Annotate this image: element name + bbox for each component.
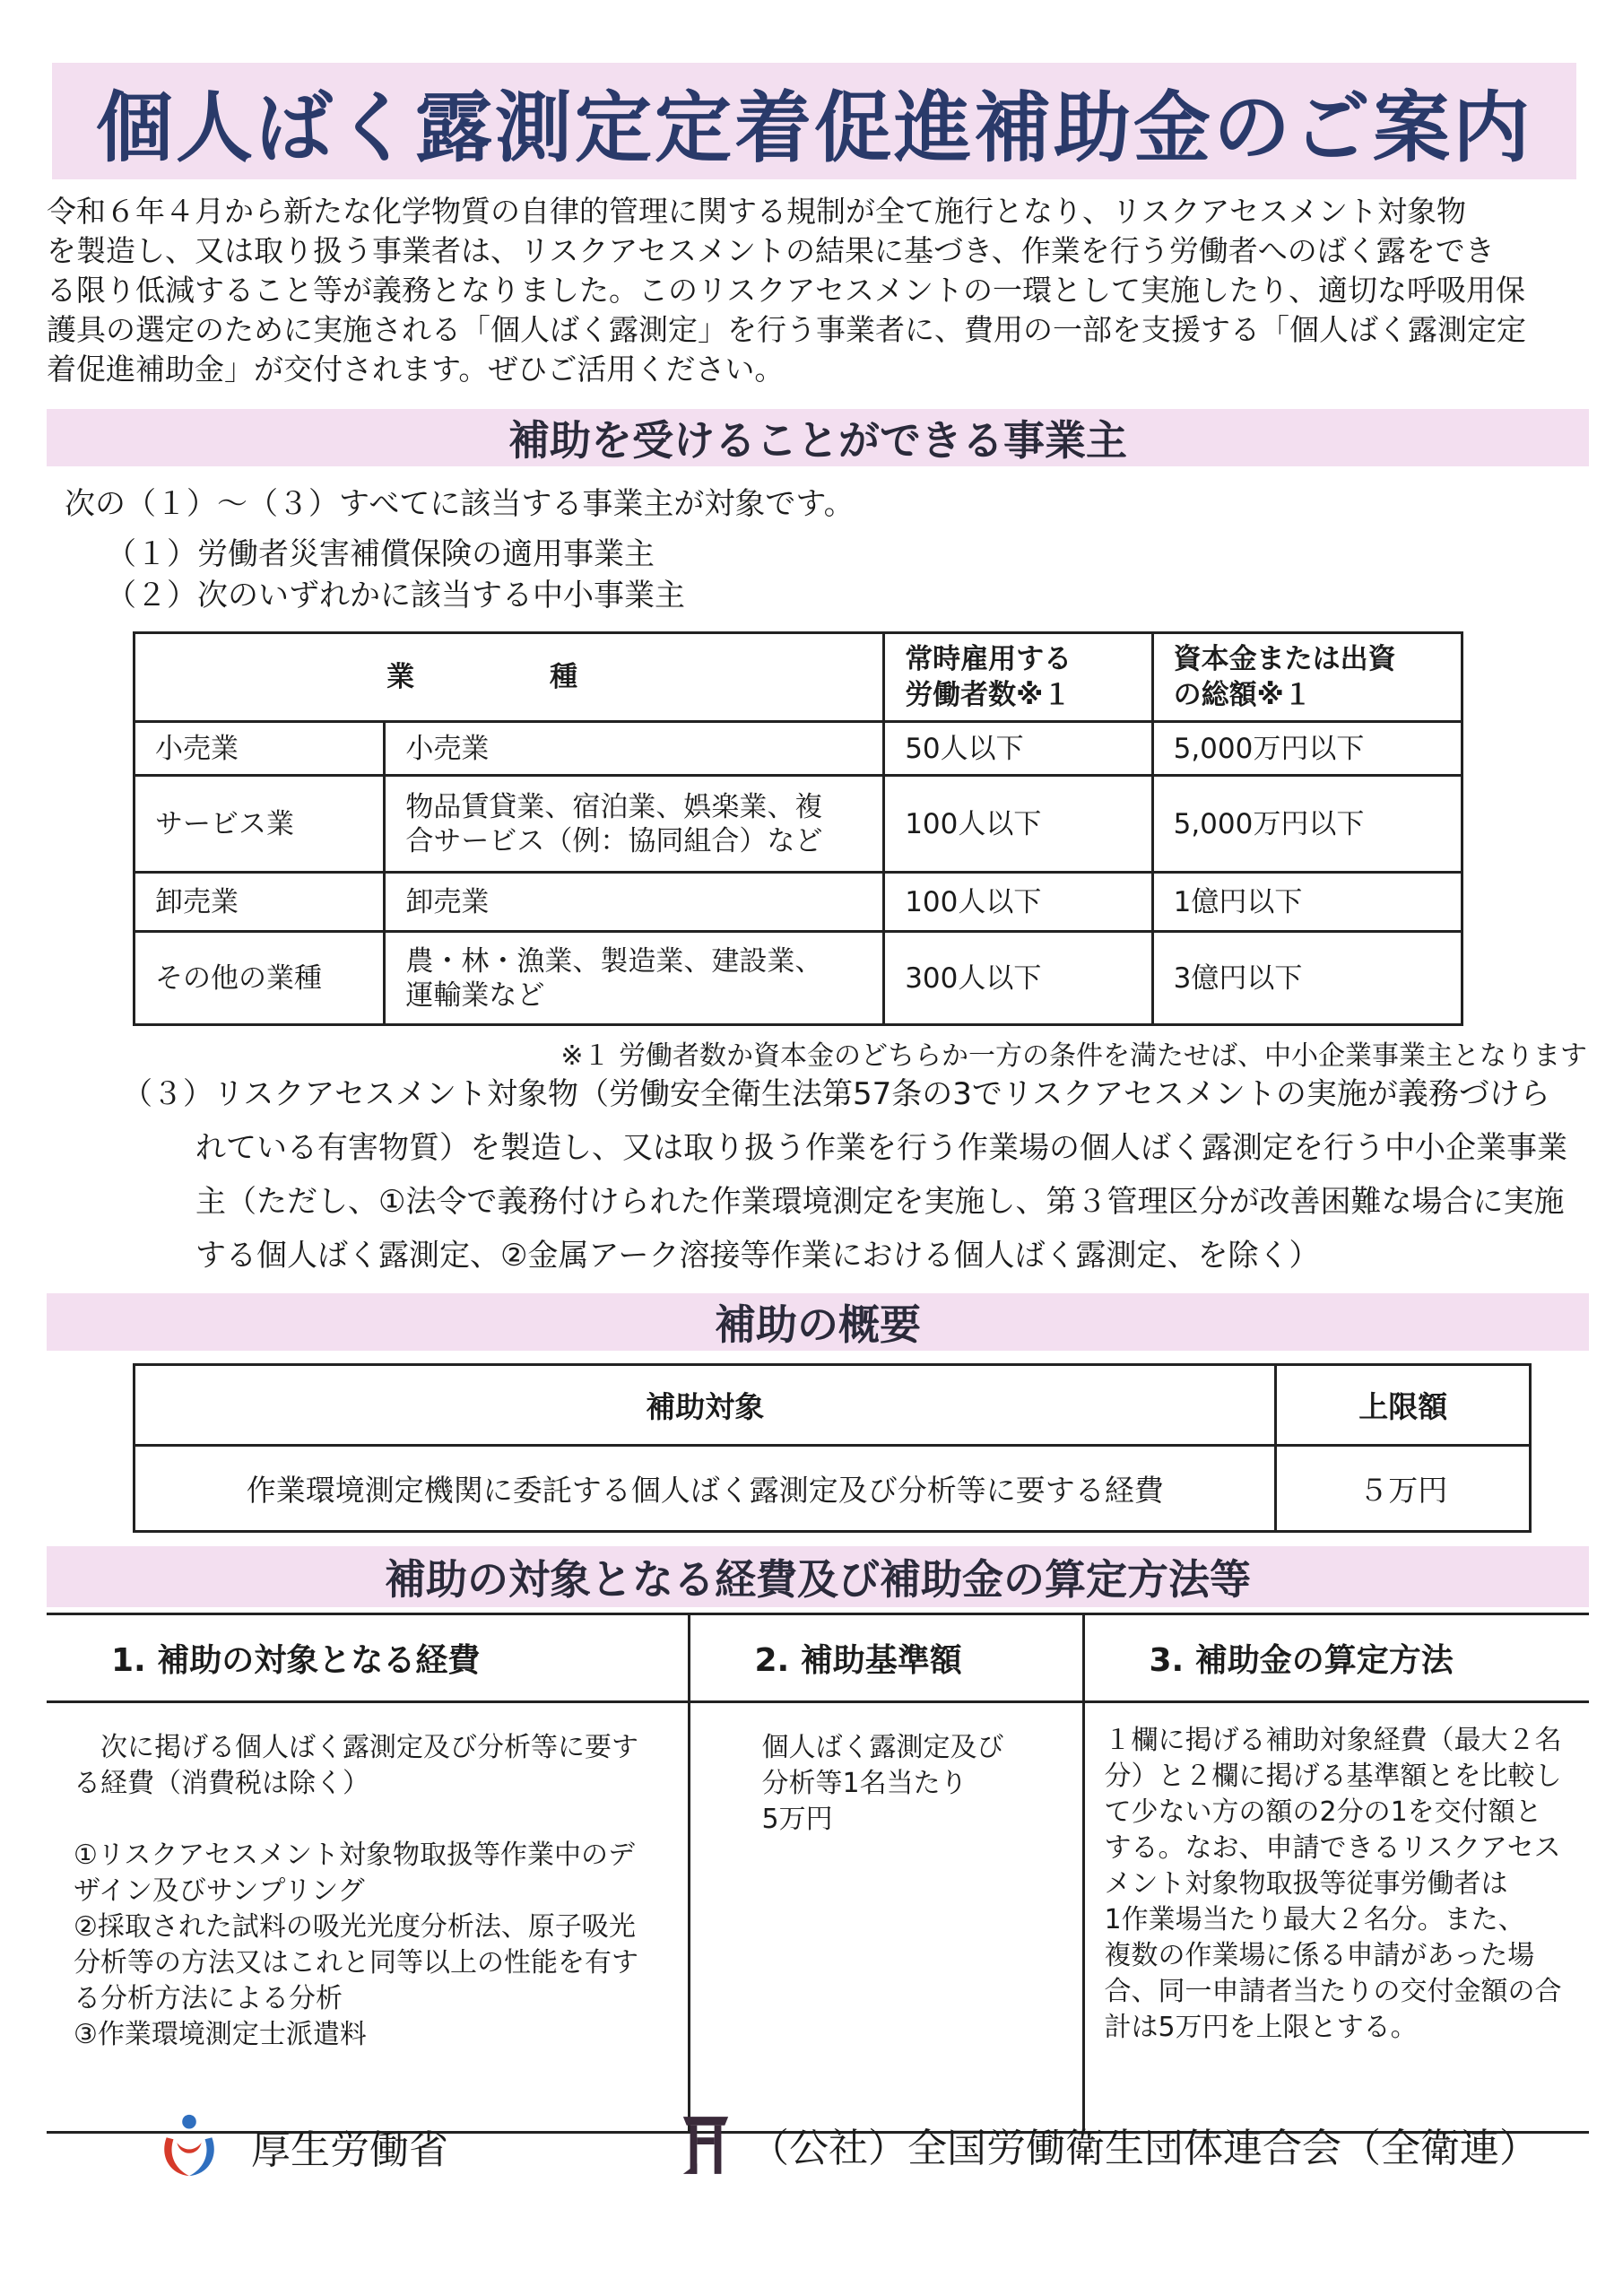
text-line: る経費（消費税は除く）: [74, 1768, 369, 1799]
title-band: [52, 63, 1576, 179]
industry-subtype-line: 運輸業など: [405, 978, 545, 1012]
text-line: 合、同一申請者当たりの交付金額の合: [1104, 1976, 1562, 2007]
text-line: ③作業環境測定士派遣料: [74, 2019, 367, 2050]
condition-3-line: （３）リスクアセスメント対象物（労働安全衛生法第57条の3でリスクアセスメントの実施が義務づけら: [122, 1076, 1550, 1112]
intro-line: る限り低減すること等が義務となりました。このリスクアセスメントの一環として実施したり、適切な呼吸用保: [47, 273, 1526, 308]
header-calc-method: 3. 補助金の算定方法: [1083, 1614, 1589, 1702]
header-limit: 上限額: [1276, 1365, 1531, 1446]
industry-category: 卸売業: [135, 873, 385, 932]
condition-3: [122, 1067, 1589, 1283]
calc-heading: 補助の対象となる経費及び補助金の算定方法等: [385, 1555, 1251, 1604]
text-line: [74, 1802, 664, 1838]
header-capital: [1152, 633, 1462, 722]
table-row: [135, 776, 1462, 873]
calc-section-header: [47, 1546, 1589, 1607]
industry-category: サービス業: [135, 776, 385, 873]
subsidy-target: 作業環境測定機関に委託する個人ばく露測定及び分析等に要する経費: [135, 1446, 1276, 1532]
industry-subtype: [385, 776, 884, 873]
ministry-credit: [154, 2111, 448, 2181]
subsidy-limit: ５万円: [1276, 1446, 1531, 1532]
text-line: 次に掲げる個人ばく露測定及び分析等に要す: [74, 1732, 638, 1763]
text-line: 分）と２欄に掲げる基準額とを比較し: [1104, 1761, 1562, 1792]
association-credit: [680, 2111, 1539, 2178]
header-capital-line: の総額※１: [1173, 679, 1312, 711]
text-line: メント対象物取扱等従事労働者は: [1104, 1868, 1508, 1900]
text-line: る分析方法による分析: [74, 1983, 343, 2014]
overview-table: [133, 1363, 1532, 1533]
table-row: [135, 873, 1462, 932]
overview-section-header: [47, 1293, 1589, 1351]
mhlw-logo-icon: [154, 2111, 224, 2181]
text-line: 1作業場当たり最大２名分。また、: [1104, 1904, 1525, 1935]
condition-1: （１）労働者災害補償保険の適用事業主: [106, 536, 655, 572]
industry-category: 小売業: [135, 722, 385, 776]
industry-subtype: [385, 932, 884, 1025]
text-line: ザイン及びサンプリング: [74, 1875, 365, 1907]
association-name: （公社）全国労働衛生団体連合会（全衛連）: [750, 2126, 1539, 2171]
header-base-amount: 2. 補助基準額: [689, 1614, 1083, 1702]
page-title: 個人ばく露測定定着促進補助金のご案内: [96, 83, 1532, 173]
text-line: 複数の作業場に係る申請があった場: [1104, 1940, 1535, 1971]
capital-limit: 5,000万円以下: [1152, 722, 1462, 776]
header-workers-line: 常時雇用する: [905, 643, 1072, 675]
header-target: 補助対象: [135, 1365, 1276, 1446]
workers-limit: 100人以下: [884, 873, 1152, 932]
header-industry: 業 種: [135, 633, 884, 722]
table-row: [135, 1446, 1531, 1532]
workers-limit: 300人以下: [884, 932, 1152, 1025]
capital-limit: 3億円以下: [1152, 932, 1462, 1025]
text-line: て少ない方の額の2分の1を交付額と: [1104, 1796, 1542, 1828]
table-row: [135, 722, 1462, 776]
eligible-costs-cell: [47, 1702, 689, 2133]
ministry-name: 厚生労働省: [251, 2127, 448, 2173]
condition-3-line: する個人ばく露測定、②金属アーク溶接等作業における個人ばく露測定、を除く）: [195, 1238, 1320, 1274]
text-line: １欄に掲げる補助対象経費（最大２名: [1104, 1725, 1562, 1756]
eligible-section-header: [47, 409, 1589, 466]
industry-subtype-line: 農・林・漁業、製造業、建設業、: [405, 944, 823, 978]
base-amount-cell: [689, 1702, 1083, 2133]
calc-method-cell: [1083, 1702, 1589, 2133]
text-line: 分析等1名当たり: [761, 1768, 968, 1799]
intro-line: 着促進補助金」が交付されます。ぜひご活用ください。: [47, 352, 785, 387]
calc-table: [47, 1613, 1589, 2134]
table-row: [47, 1702, 1589, 2133]
industry-subtype-line: 物品賃貸業、宿泊業、娯楽業、複: [405, 790, 823, 823]
text-line: ②採取された試料の吸光光度分析法、原子吸光: [74, 1911, 636, 1943]
condition-3-line: れている有害物質）を製造し、又は取り扱う作業を行う作業場の個人ばく露測定を行う中小企業事業: [195, 1130, 1567, 1166]
table-row: [135, 932, 1462, 1025]
intro-paragraph: [47, 192, 1589, 389]
industry-subtype: 小売業: [385, 722, 884, 776]
intro-line: を製造し、又は取り扱う事業者は、リスクアセスメントの結果に基づき、作業を行う労働者へのばく露をでき: [47, 233, 1495, 268]
condition-2: （２）次のいずれかに該当する中小事業主: [106, 578, 685, 613]
industry-subtype: 卸売業: [385, 873, 884, 932]
overview-heading: 補助の概要: [715, 1300, 921, 1349]
header-workers: [884, 633, 1152, 722]
text-line: 計は5万円を上限とする。: [1104, 2012, 1418, 2043]
text-line: する。なお、申請できるリスクアセス: [1104, 1832, 1561, 1864]
sme-criteria-table: [133, 631, 1463, 1026]
industry-subtype-line: 合サービス（例：協同組合）など: [405, 824, 823, 857]
text-line: 個人ばく露測定及び: [761, 1732, 1004, 1763]
footnote: ※１ 労働者数か資本金のどちらか一方の条件を満たせば、中小企業事業主となります: [560, 1040, 1587, 1072]
workers-limit: 50人以下: [884, 722, 1152, 776]
header-capital-line: 資本金または出資: [1173, 643, 1396, 675]
eligible-lead: 次の（１）～（３）すべてに該当する事業主が対象です。: [65, 486, 855, 522]
industry-category: その他の業種: [135, 932, 385, 1025]
association-logo-icon: [680, 2111, 732, 2178]
header-eligible-costs: 1. 補助の対象となる経費: [47, 1614, 689, 1702]
text-line: 5万円: [761, 1804, 833, 1835]
text-line: ①リスクアセスメント対象物取扱等作業中のデ: [74, 1839, 635, 1871]
capital-limit: 1億円以下: [1152, 873, 1462, 932]
text-line: 分析等の方法又はこれと同等以上の性能を有す: [74, 1947, 638, 1979]
eligible-heading: 補助を受けることができる事業主: [508, 416, 1127, 465]
header-workers-line: 労働者数※１: [905, 679, 1072, 711]
intro-line: 令和６年４月から新たな化学物質の自律的管理に関する規制が全て施行となり、リスクアセスメント対象物: [47, 194, 1467, 229]
workers-limit: 100人以下: [884, 776, 1152, 873]
capital-limit: 5,000万円以下: [1152, 776, 1462, 873]
condition-3-line: 主（ただし、①法令で義務付けられた作業環境測定を実施し、第３管理区分が改善困難な場合に実施: [195, 1184, 1565, 1220]
intro-line: 護具の選定のために実施される「個人ばく露測定」を行う事業者に、費用の一部を支援する「個人ばく露測定定: [47, 312, 1526, 347]
